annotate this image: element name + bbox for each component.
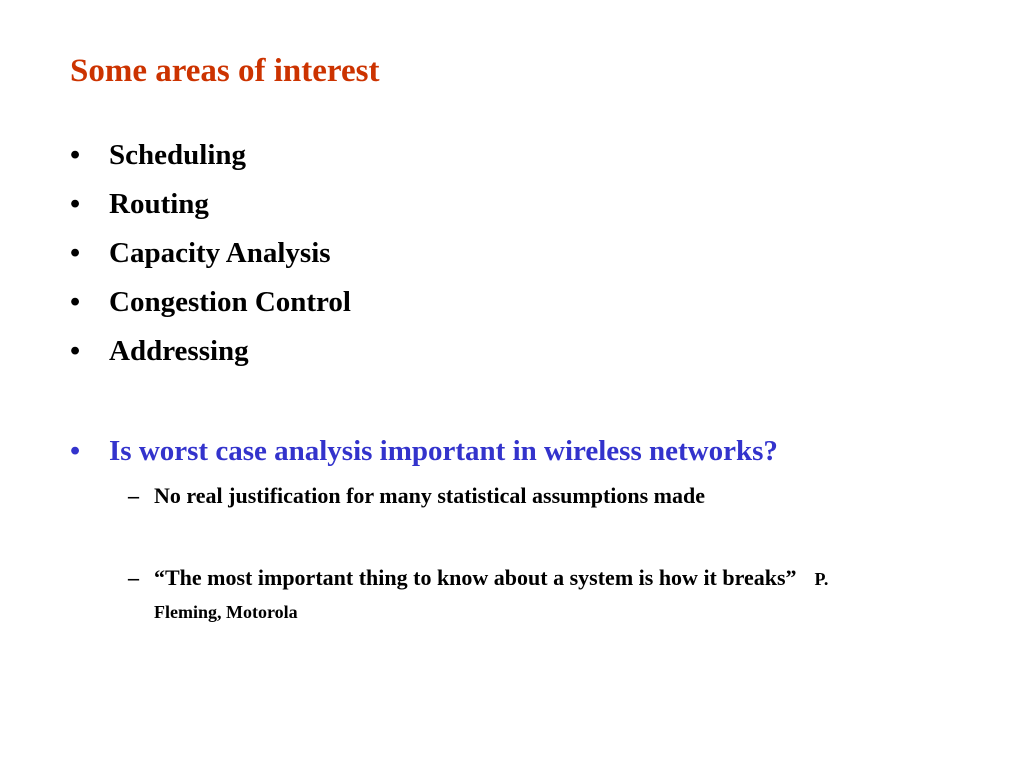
quote-text: “The most important thing to know about a system is how it breaks” [154,565,797,590]
topic-label: Congestion Control [109,286,351,318]
quote-attribution: P. Fleming, Motorola [154,569,829,622]
sub-point-text: No real justification for many statistical assumptions made [154,483,706,508]
topic-label: Capacity Analysis [109,237,331,269]
topic-label: Scheduling [109,139,246,171]
dash-marker: – [128,483,139,508]
topic-label: Routing [109,188,209,220]
bullet-marker: • [70,188,81,220]
question-text: Is worst case analysis important in wireless networks? [109,435,778,467]
bullet-marker: • [70,139,81,171]
bullet-marker: • [70,237,81,269]
slide-title: Some areas of interest [70,53,380,89]
bullet-marker: • [70,286,81,318]
bullet-marker: • [70,335,81,367]
dash-marker: – [128,565,139,590]
quote-block [154,562,894,628]
bullet-marker: • [70,435,81,467]
topic-label: Addressing [109,335,249,367]
